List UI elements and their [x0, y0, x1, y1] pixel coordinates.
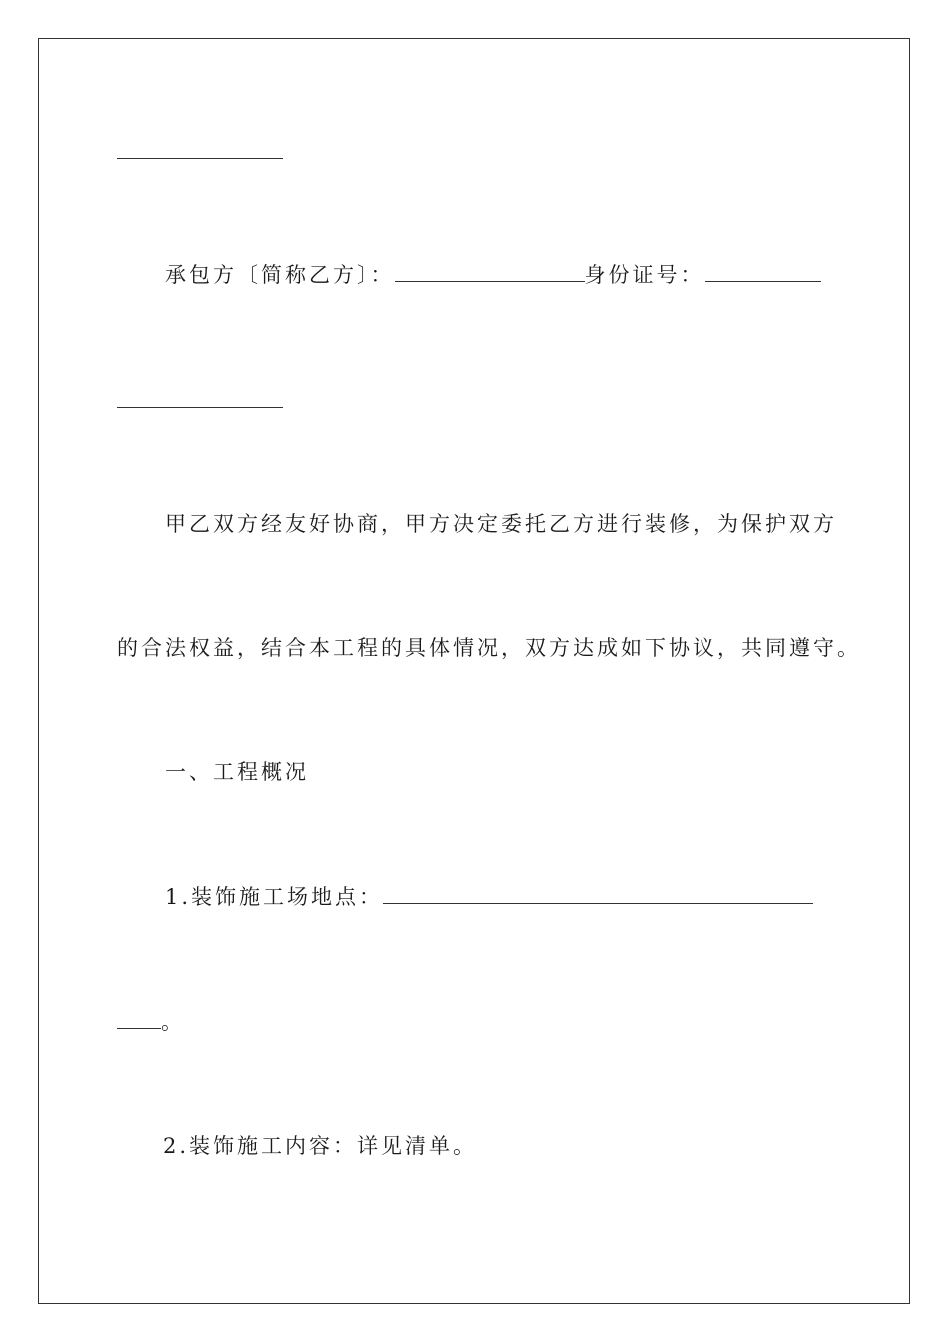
item1-line [165, 882, 813, 912]
item1-continuation [117, 1007, 185, 1037]
id-number-blank-continued [117, 406, 283, 408]
contractor-line [165, 260, 821, 290]
section-title: 一、工程概况 [165, 760, 309, 784]
item2-line: 2.装饰施工内容：详见清单。 [163, 1134, 478, 1158]
id-number-blank[interactable] [705, 261, 821, 282]
id-label: 身份证号： [584, 263, 705, 287]
page-frame [38, 38, 910, 1304]
paragraph-line-2: 的合法权益，结合本工程的具体情况，双方达成如下协议，共同遵守。 [117, 636, 861, 660]
site-address-blank[interactable] [383, 883, 813, 904]
contractor-label: 承包方〔简称乙方〕： [165, 263, 395, 287]
paragraph-line-1: 甲乙双方经友好协商，甲方决定委托乙方进行装修，为保护双方 [165, 512, 837, 536]
contractor-name-blank[interactable] [395, 261, 585, 282]
blank-line-top [117, 157, 283, 159]
item1-label: 1.装饰施工场地点： [165, 885, 384, 909]
site-address-blank-continued[interactable] [117, 1008, 161, 1029]
item1-end: 。 [161, 1010, 185, 1034]
